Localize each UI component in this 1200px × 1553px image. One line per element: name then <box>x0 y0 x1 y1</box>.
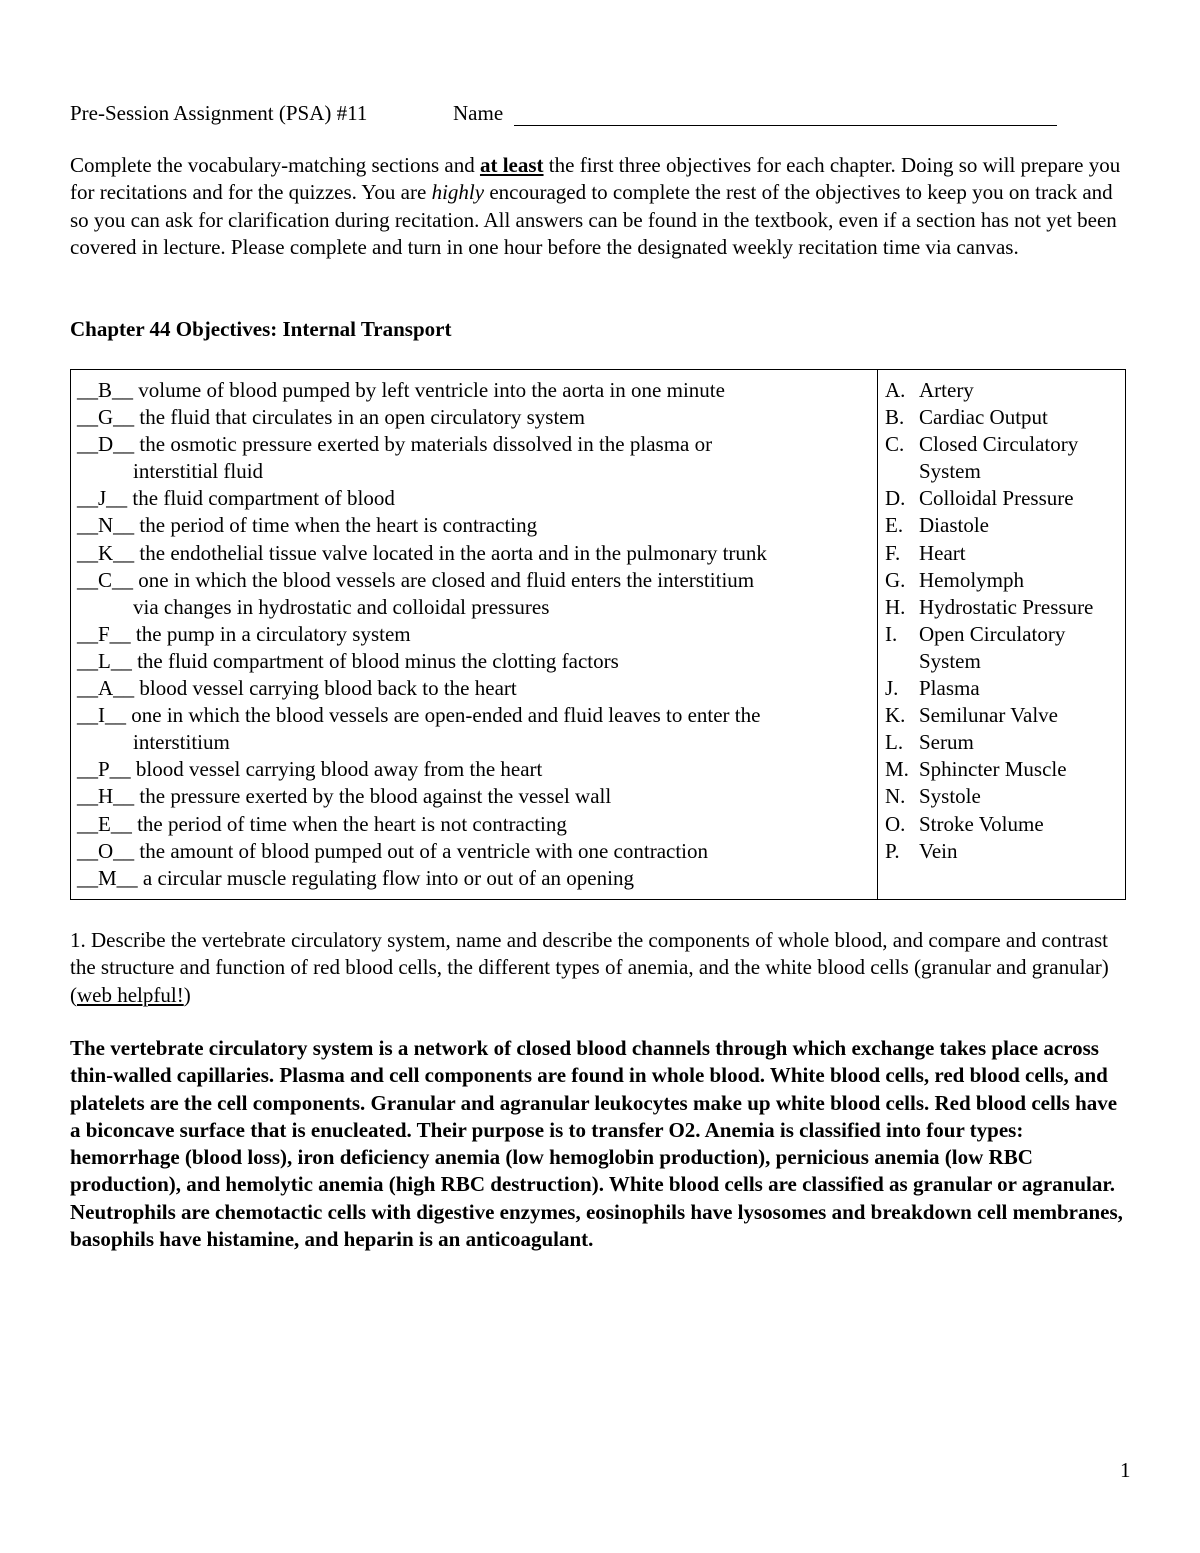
term-option: E. Diastole <box>885 513 989 538</box>
definition-item-continuation: interstitium <box>133 730 230 755</box>
chapter-heading: Chapter 44 Objectives: Internal Transport <box>70 317 452 341</box>
term-option: G. Hemolymph <box>885 567 1024 592</box>
term-option: J. Plasma <box>885 676 980 701</box>
instructions-text-1: Complete the vocabulary-matching sections and <box>70 153 480 177</box>
definition-item[interactable]: __E__ the period of time when the heart is not contracting <box>77 811 567 836</box>
term-option: D. Colloidal Pressure <box>885 486 1074 511</box>
definition-item[interactable]: __O__ the amount of blood pumped out of a ventricle with one contraction <box>77 838 709 863</box>
term-option: A. Artery <box>885 378 974 402</box>
term-option: B. Cardiac Output <box>885 405 1048 430</box>
objective-answer-1: The vertebrate circulatory system is a network of closed blood channels through which exchange takes place across thin-walled capillaries. Plasma and cell components are found in whole blood. White blood cells, red blood cells, and platelets are the cell components. Granular and agranular leukocytes make up white blood cells. Red blood cells have a biconcave surface that is enucleated. Their purpose is to transfer O2. Anemia is classified into four types: hemorrhage (blood loss), iron deficiency anemia (low hemoglobin production), pernicious anemia (low RBC production), and hemolytic anemia (high RBC destruction). White blood cells are classified as granular or agranular. Neutrophils are chemotactic cells with digestive enzymes, eosinophils have lysosomes and breakdown cell membranes, basophils have histamine, and heparin is an anticoagulant. <box>70 1036 1123 1252</box>
table-column-divider <box>877 370 878 899</box>
definition-item[interactable]: __H__ the pressure exerted by the blood against the vessel wall <box>77 784 612 809</box>
term-option: O. Stroke Volume <box>885 811 1044 836</box>
definition-item[interactable]: __G__ the fluid that circulates in an open circulatory system <box>77 405 585 430</box>
name-blank-line[interactable] <box>514 125 1057 126</box>
assignment-header <box>70 99 1070 129</box>
term-option: M. Sphincter Muscle <box>885 757 1067 782</box>
question-text: 1. Describe the vertebrate circulatory system, name and describe the components of whole blood, and compare and contrast the structure and function of red blood cells, the different types of anemia, and the white blood cells (granular and granular) ( <box>70 928 1109 1007</box>
term-option: H. Hydrostatic Pressure <box>885 594 1094 619</box>
definition-item[interactable]: __A__ blood vessel carrying blood back to the heart <box>77 676 517 701</box>
instructions-italic: highly <box>431 180 485 205</box>
instructions-text-3: encouraged to complete the rest of the objectives to keep you on track and so you can ask for clarification during recitation. All answers can be found in the textbook, even if a section has not yet been covered in lecture. Please complete and turn in one hour before the designated weekly recitation time via canvas. <box>70 180 1117 259</box>
question-close-paren: ) <box>183 982 191 1007</box>
objective-question-1 <box>70 927 1130 1009</box>
web-helpful-link[interactable]: web helpful! <box>77 982 184 1007</box>
assignment-title: Pre-Session Assignment (PSA) #11 <box>70 101 368 125</box>
definition-item-continuation: via changes in hydrostatic and colloidal pressures <box>133 594 550 619</box>
definition-item[interactable]: __B__ volume of blood pumped by left ventricle into the aorta in one minute <box>77 378 725 402</box>
definition-item-continuation: interstitial fluid <box>133 459 264 484</box>
instructions-emphasis: at least <box>479 153 544 177</box>
definition-item[interactable]: __J__ the fluid compartment of blood <box>77 486 395 511</box>
term-option: N. Systole <box>885 784 981 809</box>
vocabulary-matching-table <box>70 369 1126 900</box>
term-option: K. Semilunar Valve <box>885 703 1059 728</box>
term-option: F. Heart <box>885 540 966 565</box>
definition-item[interactable]: __L__ the fluid compartment of blood minus the clotting factors <box>77 648 619 673</box>
definition-item[interactable]: __I__ one in which the blood vessels are open-ended and fluid leaves to enter the <box>77 703 761 728</box>
definition-item[interactable]: __K__ the endothelial tissue valve located in the aorta and in the pulmonary trunk <box>77 540 767 565</box>
definition-item[interactable]: __N__ the period of time when the heart is contracting <box>77 513 538 538</box>
name-label: Name <box>453 101 504 125</box>
term-option: P. Vein <box>885 838 958 863</box>
definition-item[interactable]: __C__ one in which the blood vessels are closed and fluid enters the interstitium <box>77 567 755 592</box>
term-option: I. Open Circulatory System <box>885 621 1066 673</box>
instructions-text-2: the first three objectives for each chapter. Doing so will prepare you for recitations and for the quizzes. You are <box>70 153 1121 205</box>
instructions-paragraph <box>70 152 1130 261</box>
term-option: L. Serum <box>885 730 974 755</box>
terms-column <box>885 377 1121 865</box>
term-option: C. Closed Circulatory System <box>885 432 1079 484</box>
page-number: 1 <box>1120 1458 1131 1482</box>
definition-item[interactable]: __P__ blood vessel carrying blood away from the heart <box>77 757 543 782</box>
definition-item[interactable]: __F__ the pump in a circulatory system <box>77 621 411 646</box>
definitions-column <box>77 377 873 892</box>
definition-item[interactable]: __D__ the osmotic pressure exerted by materials dissolved in the plasma or <box>77 432 713 457</box>
definition-item[interactable]: __M__ a circular muscle regulating flow into or out of an opening <box>77 865 634 890</box>
